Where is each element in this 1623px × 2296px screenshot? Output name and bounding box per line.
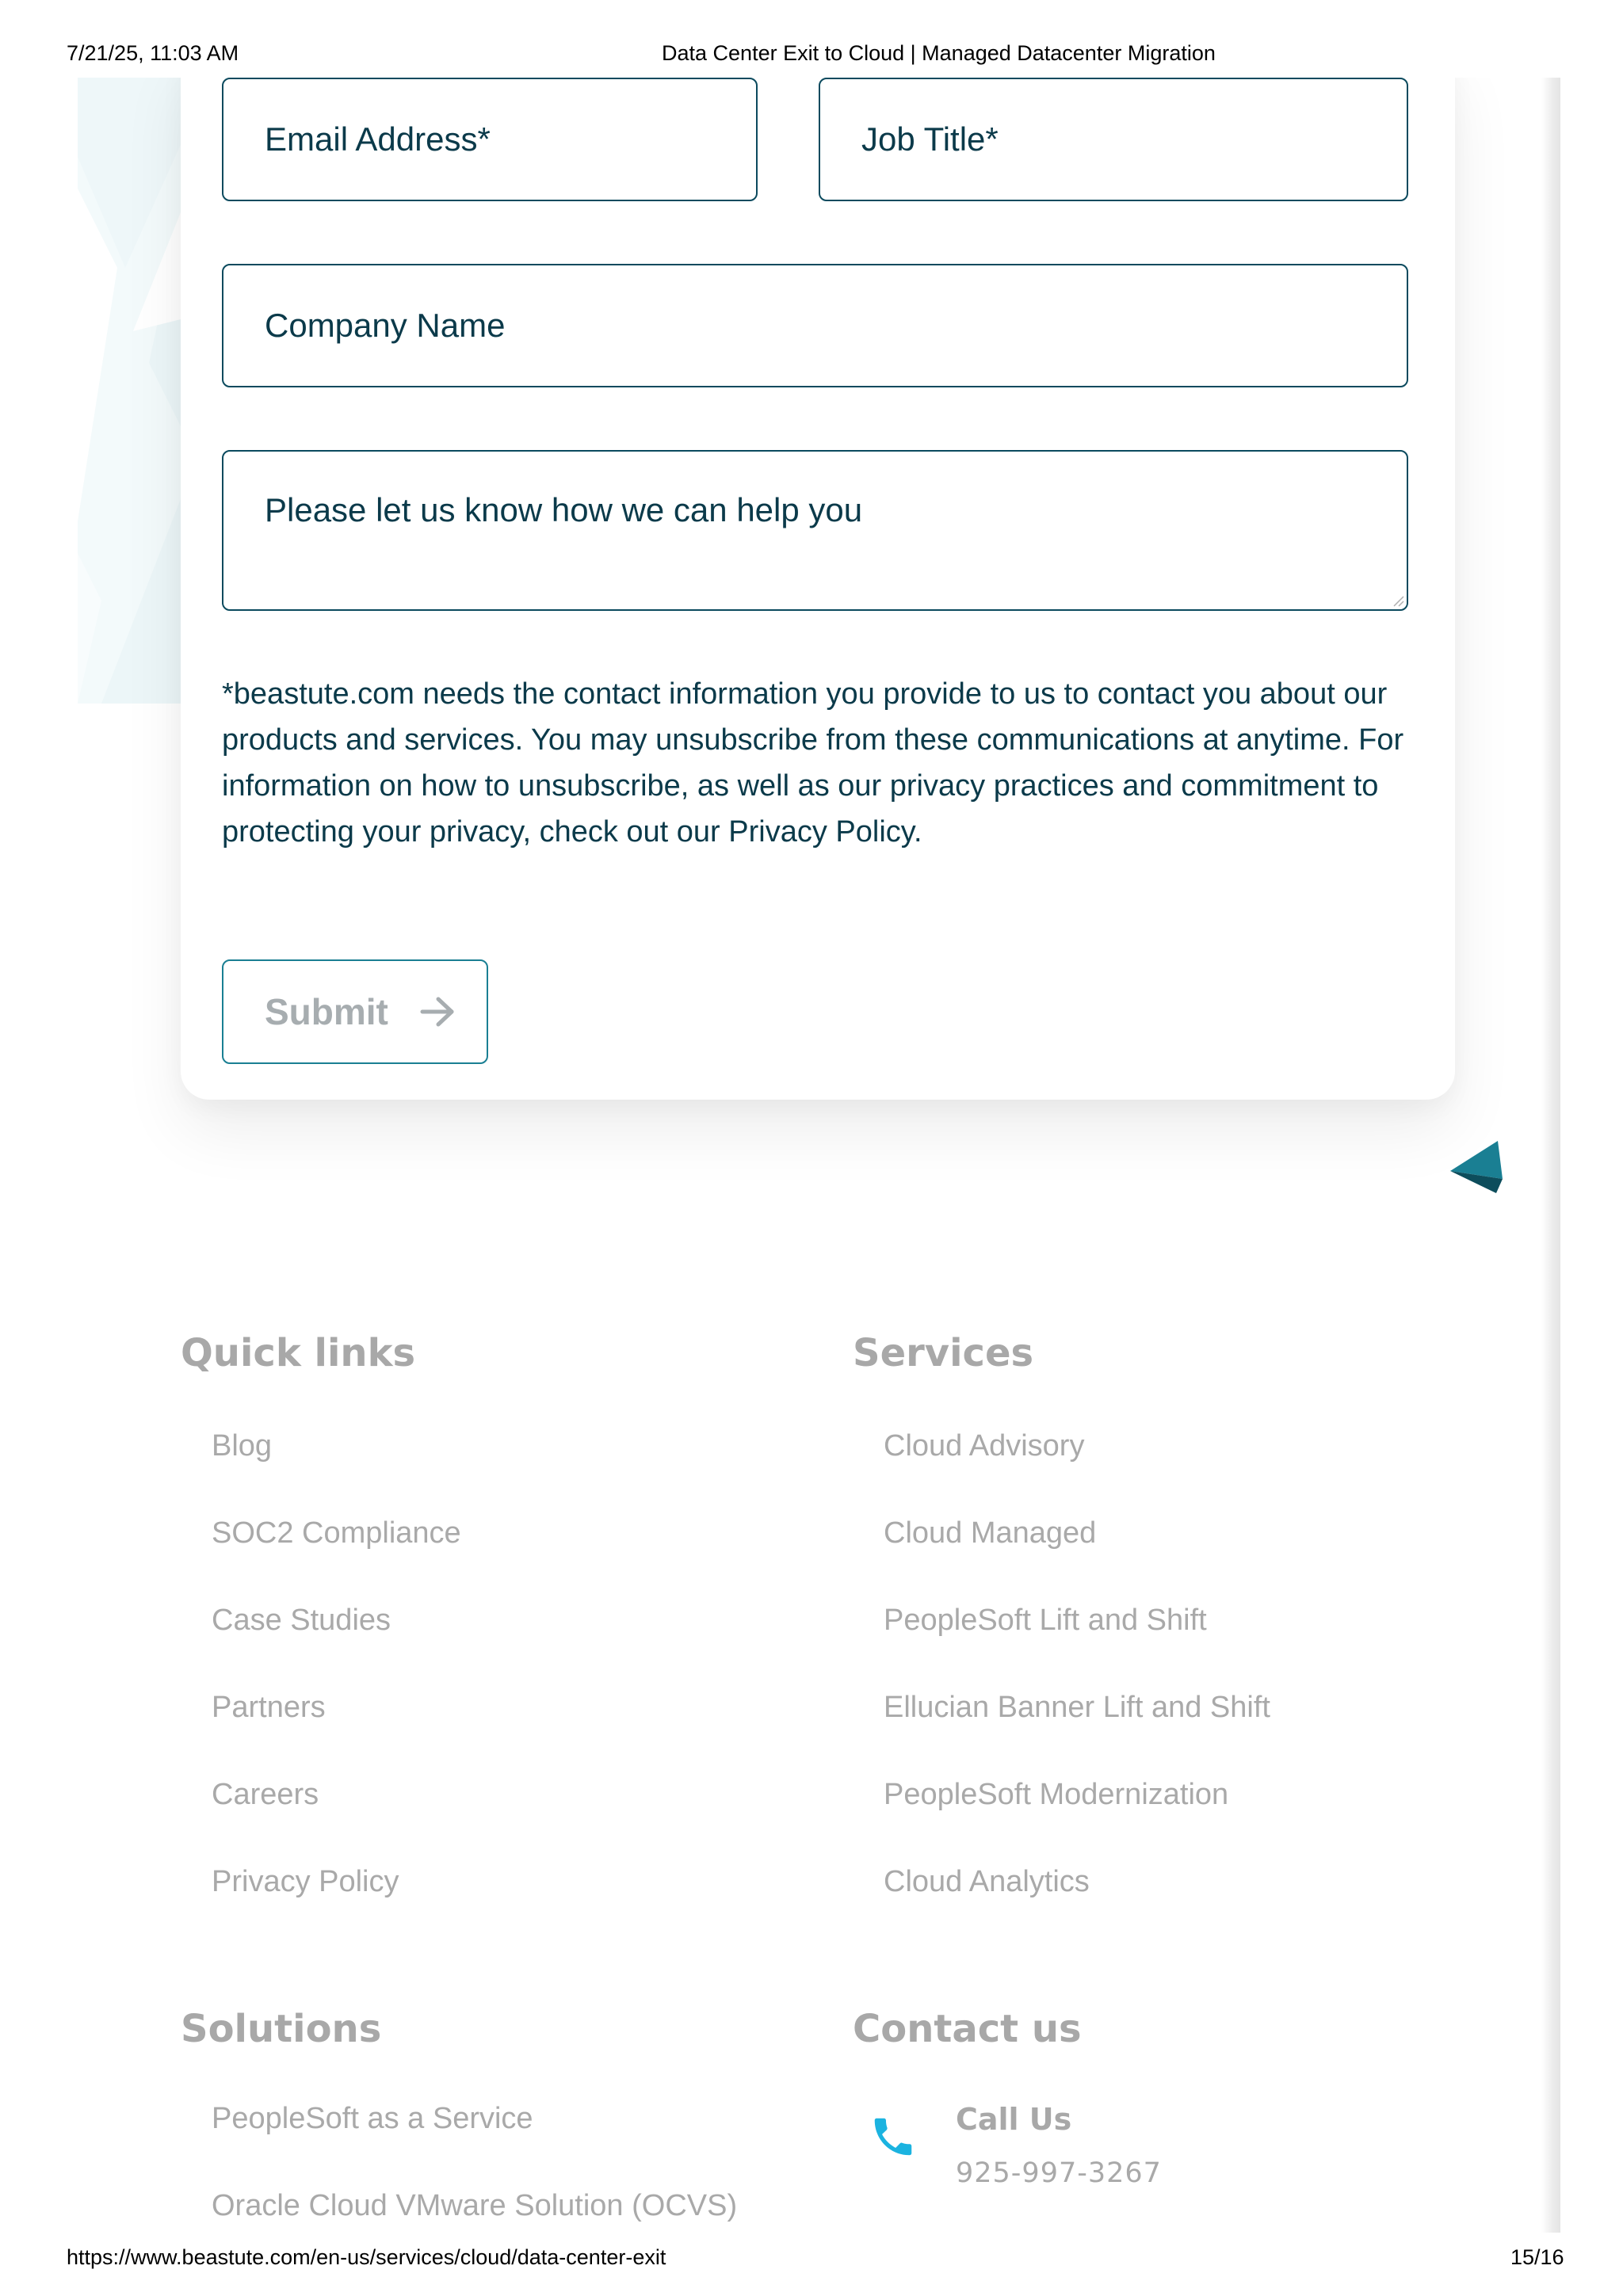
footer-link-case-studies[interactable]: Case Studies	[212, 1604, 391, 1637]
list-item	[212, 1514, 461, 1601]
list-item	[212, 2100, 737, 2187]
submit-button[interactable]	[222, 959, 488, 1064]
email-field[interactable]	[222, 78, 758, 201]
call-us-label: Call Us	[956, 2102, 1072, 2137]
footer-link-privacy-policy[interactable]: Privacy Policy	[212, 1865, 399, 1898]
footer-link-peoplesoft-lift-shift[interactable]: PeopleSoft Lift and Shift	[884, 1604, 1207, 1637]
list-item	[212, 1863, 461, 1950]
print-footer-url: https://www.beastute.com/en-us/services/cloud/data-center-exit	[67, 2245, 666, 2269]
job-title-field[interactable]	[819, 78, 1408, 201]
footer-link-soc2-compliance[interactable]: SOC2 Compliance	[212, 1516, 461, 1550]
quick-links-heading: Quick links	[181, 1331, 416, 1375]
message-field[interactable]	[222, 450, 1408, 611]
print-header-title: Data Center Exit to Cloud | Managed Datacenter Migration	[662, 41, 1216, 65]
footer-link-cloud-advisory[interactable]: Cloud Advisory	[884, 1429, 1085, 1463]
arrow-right-icon	[420, 996, 455, 1028]
phone-number-link[interactable]: 925-997-3267	[956, 2157, 1162, 2189]
footer-link-ellucian-banner-lift-shift[interactable]: Ellucian Banner Lift and Shift	[884, 1691, 1270, 1724]
list-item	[212, 1427, 461, 1514]
solutions-heading: Solutions	[181, 2007, 382, 2051]
background-decoration	[78, 78, 197, 704]
quick-links-list	[212, 1427, 461, 1950]
list-item	[212, 2187, 737, 2233]
footer-link-cloud-analytics[interactable]: Cloud Analytics	[884, 1865, 1090, 1898]
footer-link-partners[interactable]: Partners	[212, 1691, 326, 1724]
list-item	[884, 1775, 1270, 1863]
company-name-field[interactable]	[222, 264, 1408, 387]
submit-label: Submit	[265, 991, 388, 1032]
list-item	[212, 1775, 461, 1863]
consent-text: *beastute.com needs the contact information you provide to us to contact you about our products and services. You may unsubscribe from these communications at anytime. For information on how to unsubscribe, as well as our privacy practices and commitment to protecting your privacy, check out our Privacy Policy.	[222, 677, 1404, 849]
back-to-top-arrow-icon[interactable]	[1449, 1139, 1504, 1195]
list-item	[212, 1688, 461, 1775]
footer-link-cloud-managed[interactable]: Cloud Managed	[884, 1516, 1097, 1550]
list-item	[884, 1514, 1270, 1601]
list-item	[212, 1601, 461, 1688]
list-item	[884, 1427, 1270, 1514]
footer-link-blog[interactable]: Blog	[212, 1429, 273, 1463]
list-item	[884, 1863, 1270, 1950]
contact-us-heading: Contact us	[853, 2007, 1082, 2051]
list-item	[884, 1601, 1270, 1688]
services-list	[884, 1427, 1270, 1950]
footer-link-careers[interactable]: Careers	[212, 1778, 319, 1811]
resize-grip-icon[interactable]	[1392, 594, 1404, 607]
footer-link-peoplesoft-modernization[interactable]: PeopleSoft Modernization	[884, 1778, 1229, 1811]
solutions-list	[212, 2100, 737, 2233]
page-content	[78, 78, 1556, 2233]
phone-icon	[869, 2112, 918, 2161]
list-item	[884, 1688, 1270, 1775]
services-heading: Services	[853, 1331, 1034, 1375]
page-edge-shadow	[1541, 78, 1560, 2233]
footer-link-peoplesoft-as-a-service[interactable]: PeopleSoft as a Service	[212, 2102, 533, 2135]
print-header-datetime: 7/21/25, 11:03 AM	[67, 41, 239, 65]
footer-link-ocvs[interactable]: Oracle Cloud VMware Solution (OCVS)	[212, 2189, 738, 2222]
print-footer-page-number: 15/16	[1510, 2245, 1564, 2269]
